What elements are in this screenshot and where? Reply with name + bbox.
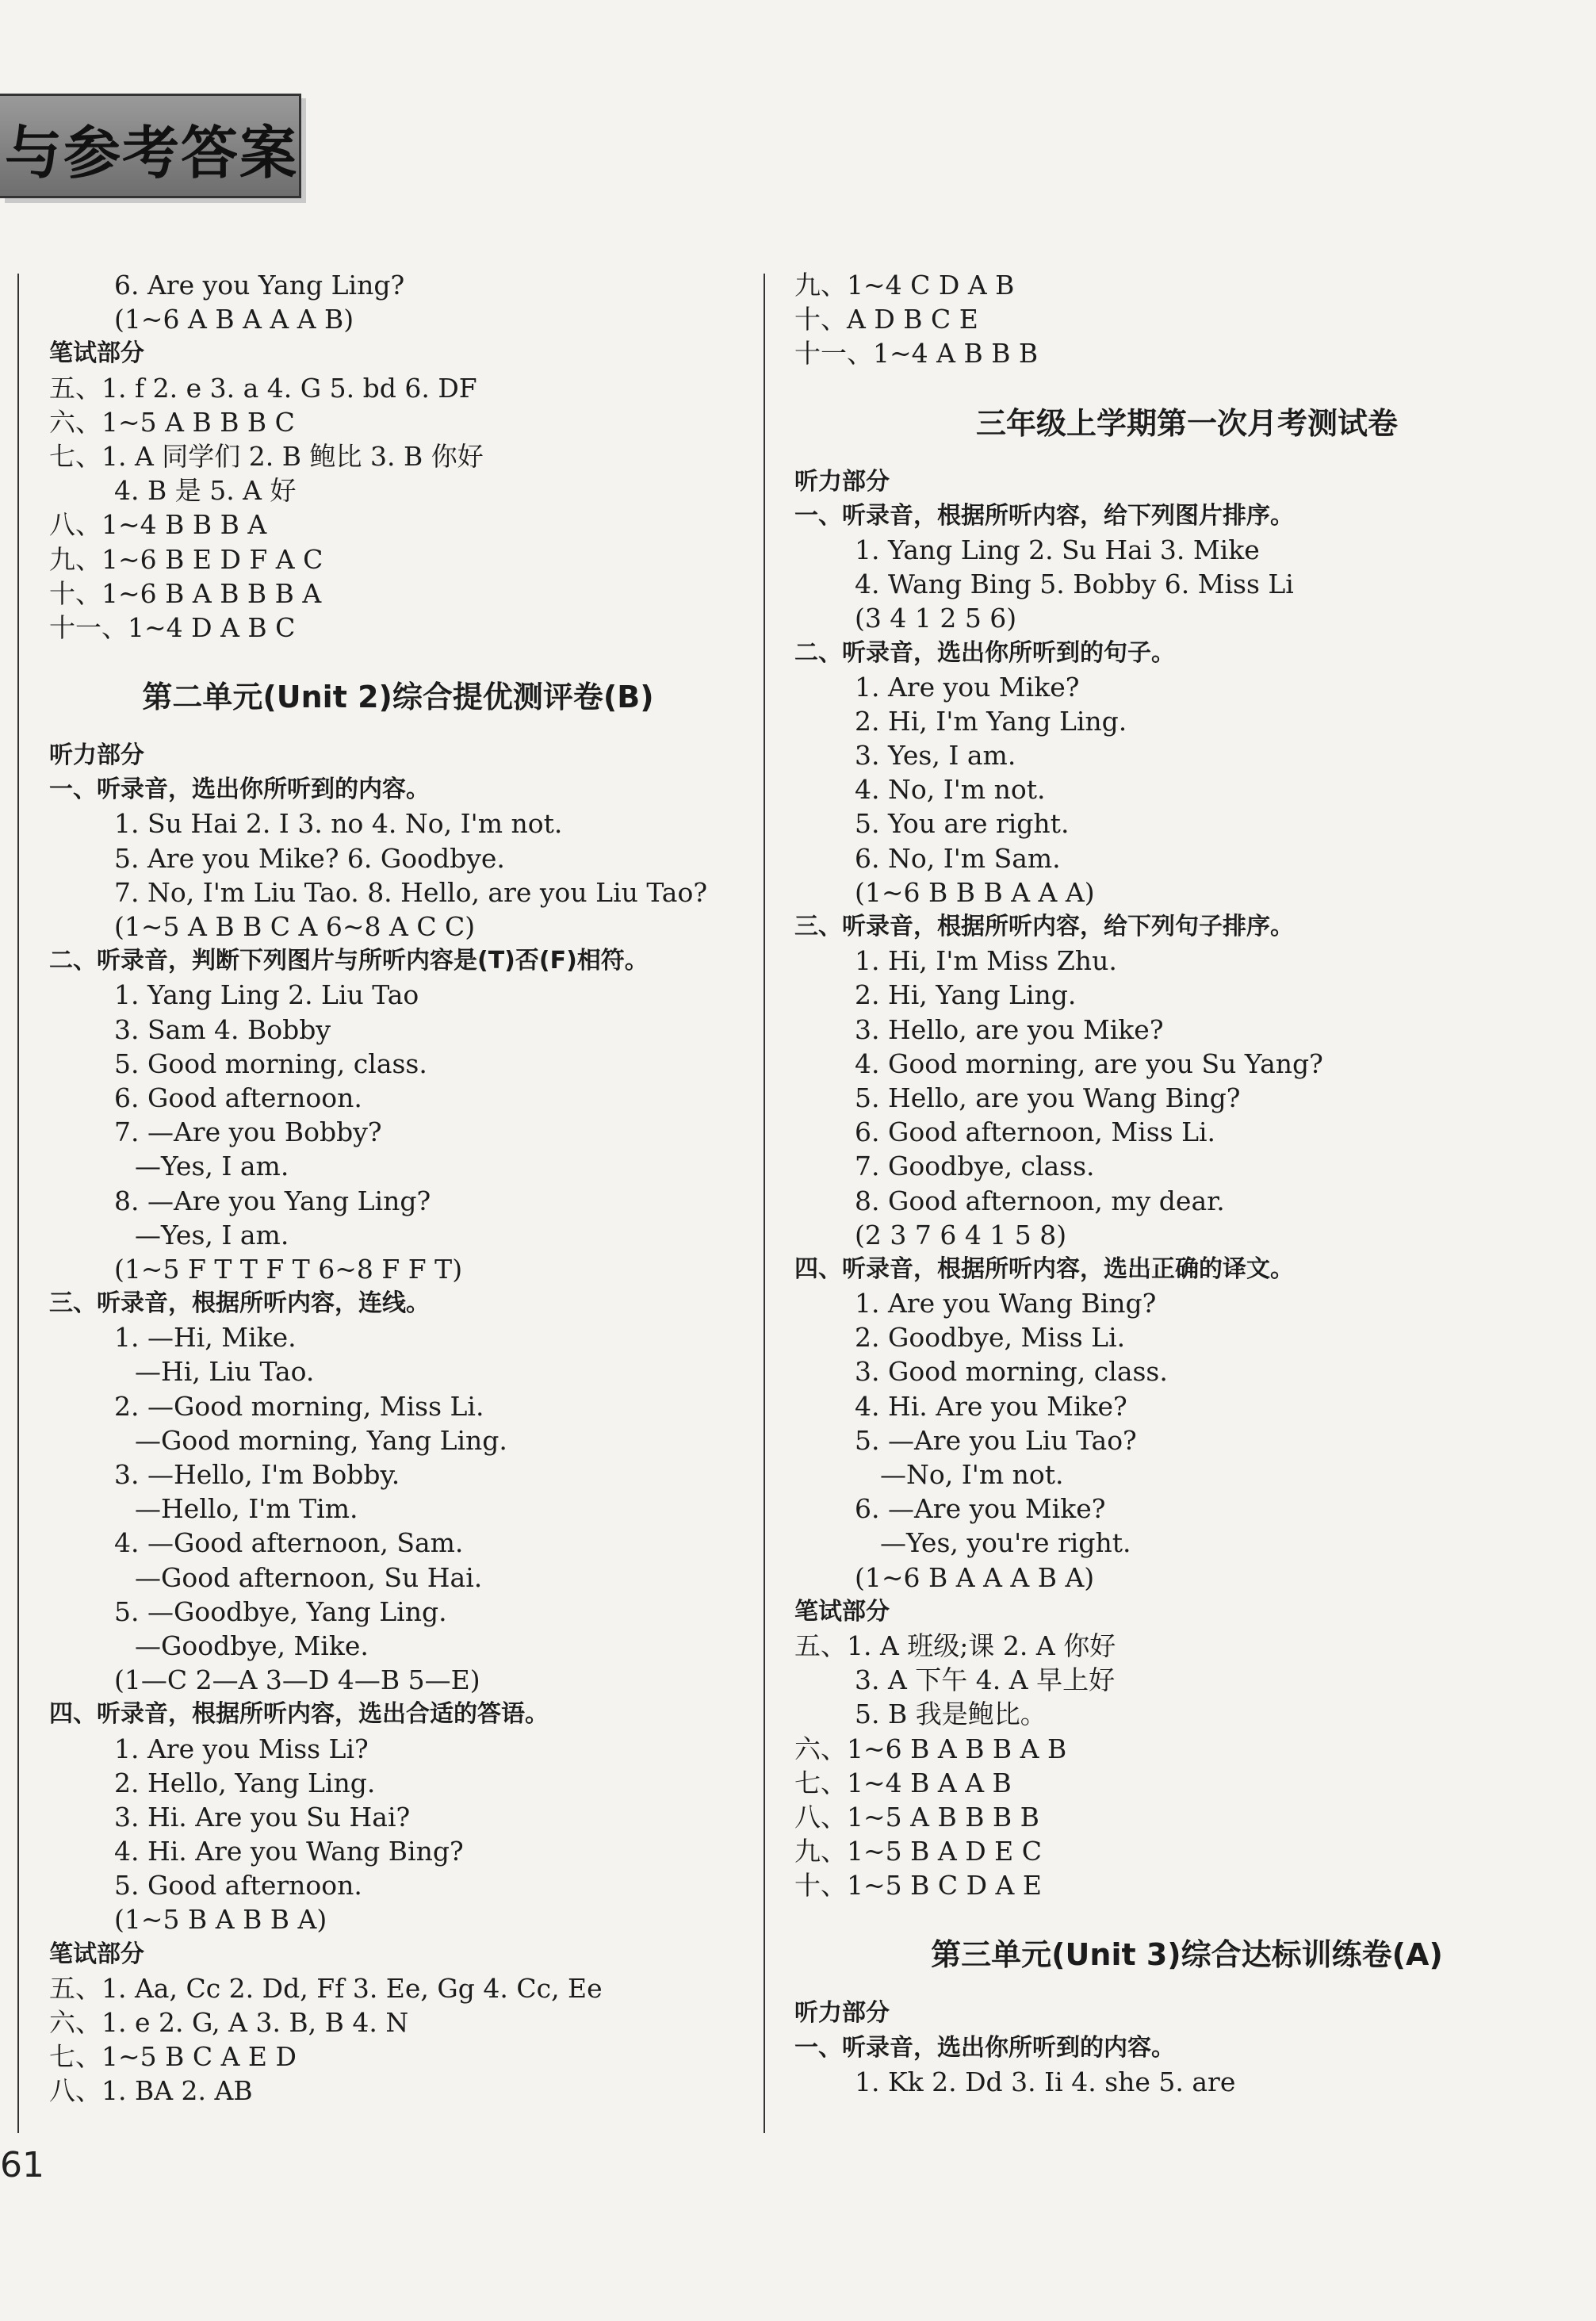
part-heading: 听力部分 [794,1999,890,2028]
answer-line: 3. Yes, I am. [855,740,1016,772]
answer-line: 3. Hello, are you Mike? [855,1013,1164,1045]
question-heading: 四、听录音，根据所听内容，选出正确的译文。 [794,1254,1294,1283]
question-heading: 二、听录音，选出你所听到的句子。 [794,638,1175,667]
answer-line: 4. No, I'm not. [855,774,1046,806]
answer-line: 5. You are right. [855,808,1070,840]
answer-line: (1~5 A B B C A 6~8 A C C) [114,911,476,942]
question-heading: 四、听录音，根据所听内容，选出合适的答语。 [49,1700,549,1729]
right-column [794,268,1579,2099]
answer-line: 2. Hi, Yang Ling. [855,979,1077,1011]
left-column [49,268,747,2108]
answer-line: 5. Hello, are you Wang Bing? [855,1082,1241,1113]
answer-line: (3 4 1 2 5 6) [855,603,1017,634]
answer-line: 1. Yang Ling 2. Liu Tao [114,979,419,1011]
answer-line: 3. Hi. Are you Su Hai? [114,1801,411,1833]
answer-line: 2. —Good morning, Miss Li. [114,1390,484,1422]
answer-line: 十一、1~4 D A B C [49,611,296,643]
answer-line: 八、1. BA 2. AB [49,2075,253,2107]
answer-line: 1. Su Hai 2. I 3. no 4. No, I'm not. [114,808,563,840]
answer-line: 7. No, I'm Liu Tao. 8. Hello, are you Liu Tao? [114,876,708,908]
answer-line: 2. Goodbye, Miss Li. [855,1322,1126,1354]
answer-line: (1~5 B A B B A) [114,1904,327,1936]
answer-line: 六、1. e 2. G, A 3. B, B 4. N [49,2007,409,2038]
section-header-title: 与参考答案 [5,120,299,186]
answer-line: 1. Are you Wang Bing? [855,1288,1157,1319]
answer-line: —Good morning, Yang Ling. [135,1424,507,1456]
answer-line: 九、1~5 B A D E C [794,1836,1042,1867]
answer-line: 3. Sam 4. Bobby [114,1013,331,1045]
answer-line: 5. —Goodbye, Yang Ling. [114,1595,447,1627]
answer-line: —Hello, I'm Tim. [135,1493,358,1525]
answer-line: —Good afternoon, Su Hai. [135,1561,483,1593]
answer-line: 1. Kk 2. Dd 3. Ii 4. she 5. are [855,2066,1236,2097]
answer-line: 6. Good afternoon, Miss Li. [855,1116,1216,1148]
answer-line: —Hi, Liu Tao. [135,1356,315,1388]
section-header [0,94,301,198]
part-heading: 笔试部分 [794,1597,890,1626]
section-title: 三年级上学期第一次月考测试卷 [975,405,1398,441]
answer-line: 1. Yang Ling 2. Su Hai 3. Mike [855,534,1260,565]
answer-line: —Goodbye, Mike. [135,1630,369,1661]
answer-line: —Yes, I am. [135,1151,289,1182]
answer-line: 3. Good morning, class. [855,1356,1168,1388]
answer-line: 十、1~5 B C D A E [794,1870,1042,1902]
answer-line: 2. Hi, I'm Yang Ling. [855,705,1127,737]
answer-line: 3. —Hello, I'm Bobby. [114,1459,400,1490]
answer-line: 3. A 下午 4. A 早上好 [855,1664,1116,1696]
answer-line: —Yes, you're right. [880,1527,1131,1559]
part-heading: 听力部分 [49,741,144,770]
answer-line: 1. —Hi, Mike. [114,1322,297,1354]
answer-line: 4. B 是 5. A 好 [114,475,297,507]
answer-line: 5. Are you Mike? 6. Goodbye. [114,842,505,874]
section-title: 第三单元(Unit 3)综合达标训练卷(A) [931,1937,1443,1973]
answer-line: 6. Good afternoon. [114,1082,362,1113]
answer-line: 七、1. A 同学们 2. B 鲍比 3. B 你好 [49,440,484,472]
answer-line: —No, I'm not. [880,1459,1064,1490]
part-heading: 听力部分 [794,467,890,496]
answer-line: 八、1~5 A B B B B [794,1801,1039,1833]
answer-line: (1~5 F T T F T 6~8 F F T) [114,1253,463,1285]
question-heading: 一、听录音，选出你所听到的内容。 [794,2033,1175,2062]
question-heading: 一、听录音，根据所听内容，给下列图片排序。 [794,501,1294,530]
answer-line: 六、1~6 B A B B A B [794,1733,1067,1764]
answer-line: 五、1. f 2. e 3. a 4. G 5. bd 6. DF [49,372,477,404]
answer-line: 4. Good morning, are you Su Yang? [855,1048,1323,1079]
answer-line: 5. B 我是鲍比。 [855,1699,1047,1730]
answer-line: 1. Are you Miss Li? [114,1733,369,1764]
answer-line: 5. —Are you Liu Tao? [855,1424,1137,1456]
answer-line: (1~6 B B B A A A) [855,876,1095,908]
answer-line: 7. —Are you Bobby? [114,1116,382,1148]
question-heading: 二、听录音，判断下列图片与所听内容是(T)否(F)相符。 [49,947,649,975]
answer-line: 4. Hi. Are you Mike? [855,1390,1127,1422]
answer-line: 8. —Are you Yang Ling? [114,1185,431,1216]
answer-line: 6. —Are you Mike? [855,1493,1106,1525]
answer-line: 7. Goodbye, class. [855,1151,1095,1182]
answer-line: (1—C 2—A 3—D 4—B 5—E) [114,1664,480,1696]
column-divider [764,274,765,2133]
page-number: 61 [0,2145,44,2185]
answer-line: 八、1~4 B B B A [49,509,267,541]
answer-line: 4. Hi. Are you Wang Bing? [114,1836,464,1867]
answer-line: 七、1~5 B C A E D [49,2041,297,2073]
answer-line: 九、1~6 B E D F A C [49,543,323,575]
answer-line: 五、1. Aa, Cc 2. Dd, Ff 3. Ee, Gg 4. Cc, Ee [49,1972,603,2004]
answer-line: (1~6 A B A A A B) [114,304,354,335]
answer-line: 十一、1~4 A B B B [794,338,1039,370]
answer-line: —Yes, I am. [135,1219,289,1251]
answer-line: (1~6 B A A A B A) [855,1561,1095,1593]
answer-line: 七、1~4 B A A B [794,1767,1012,1798]
answer-line: 九、1~4 C D A B [794,270,1015,301]
answer-line: 十、A D B C E [794,304,978,335]
answer-line: 5. Good afternoon. [114,1870,362,1902]
answer-line: 2. Hello, Yang Ling. [114,1767,376,1798]
answer-line: 5. Good morning, class. [114,1048,427,1079]
answer-line: 4. Wang Bing 5. Bobby 6. Miss Li [855,569,1294,600]
answer-line: 6. No, I'm Sam. [855,842,1061,874]
answer-line: 6. Are you Yang Ling? [114,270,405,301]
section-title: 第二单元(Unit 2)综合提优测评卷(B) [142,680,654,715]
part-heading: 笔试部分 [49,339,144,368]
answer-line: 4. —Good afternoon, Sam. [114,1527,464,1559]
answer-line: 十、1~6 B A B B B A [49,577,322,609]
question-heading: 一、听录音，选出你所听到的内容。 [49,776,430,804]
left-margin-rule [17,274,19,2133]
answer-line: 六、1~5 A B B B C [49,406,295,438]
answer-line: 1. Hi, I'm Miss Zhu. [855,945,1117,977]
answer-line: (2 3 7 6 4 1 5 8) [855,1219,1067,1251]
answer-line: 五、1. A 班级;课 2. A 你好 [794,1630,1116,1661]
question-heading: 三、听录音，根据所听内容，给下列句子排序。 [794,913,1294,940]
part-heading: 笔试部分 [49,1940,144,1968]
question-heading: 三、听录音，根据所听内容，连线。 [49,1289,430,1318]
answer-line: 1. Are you Mike? [855,671,1080,703]
answer-line: 8. Good afternoon, my dear. [855,1185,1225,1216]
